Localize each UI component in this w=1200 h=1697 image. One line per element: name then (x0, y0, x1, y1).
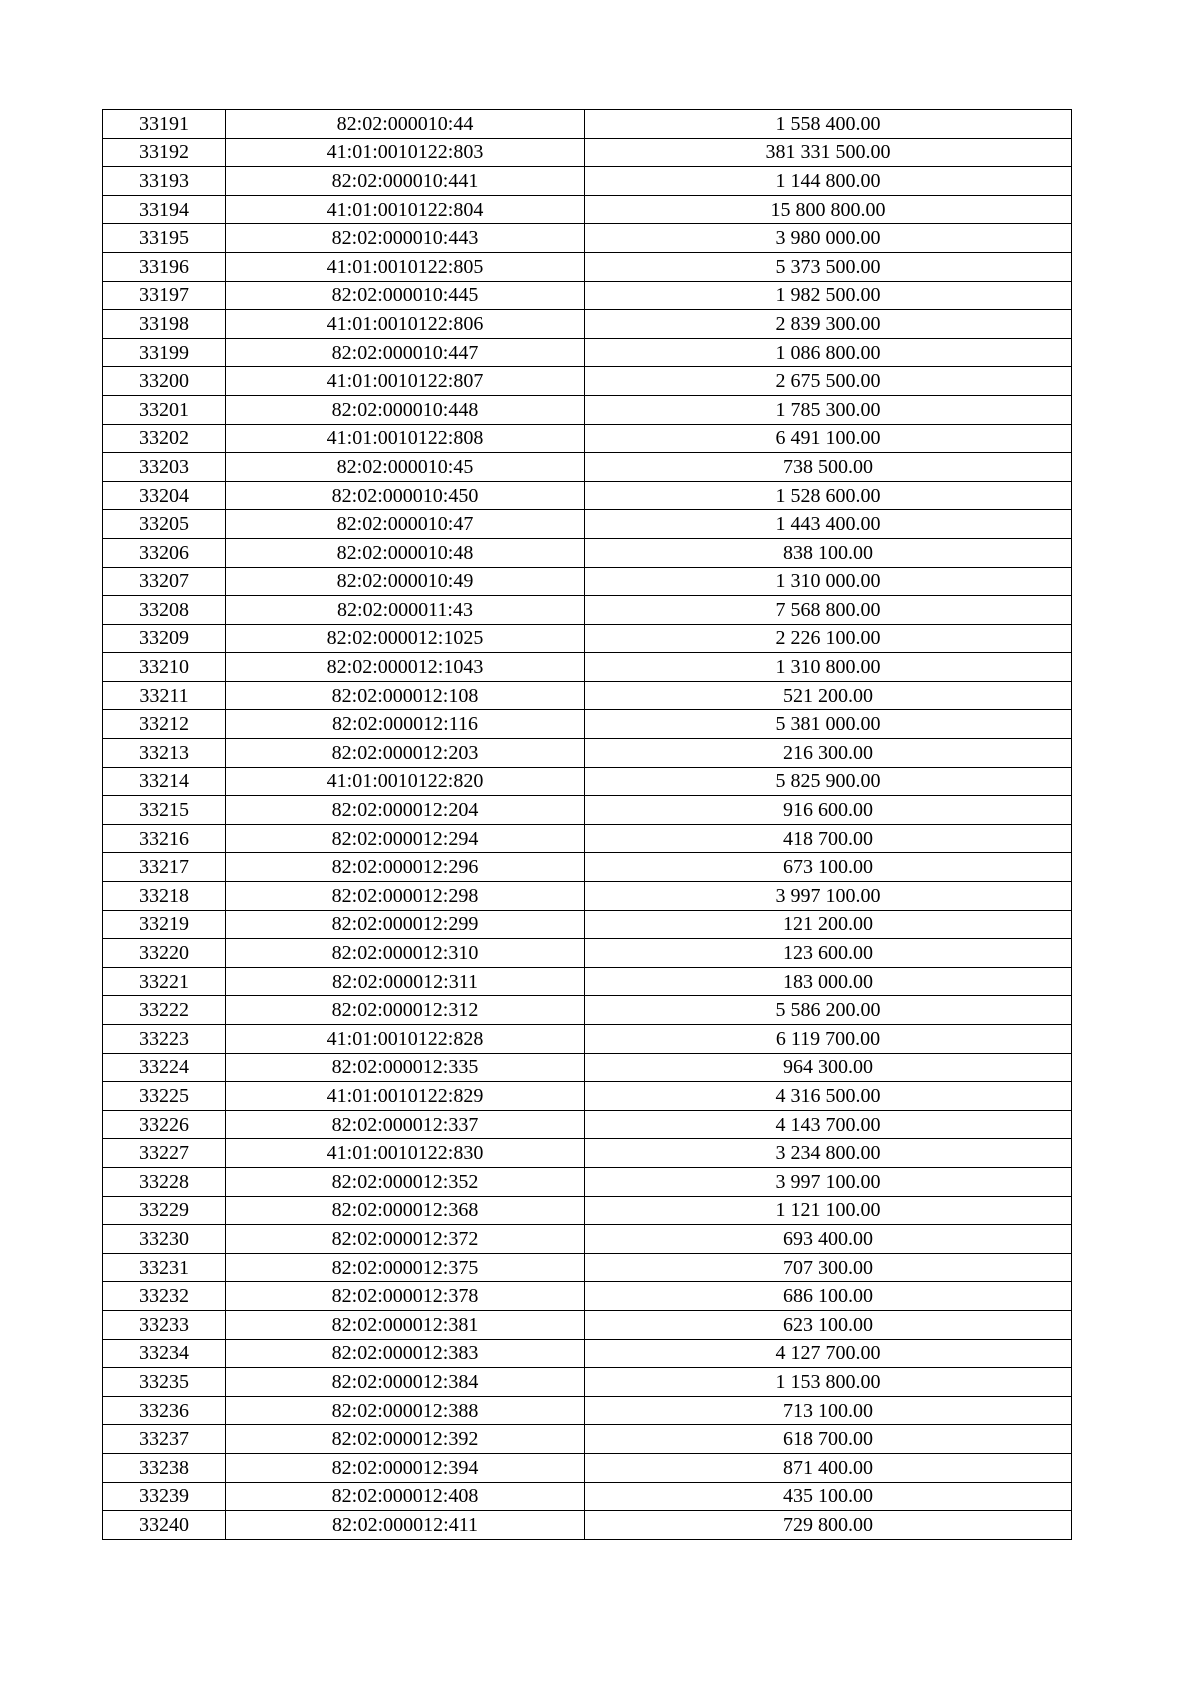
table-row (103, 567, 1072, 596)
cadastral-number-cell: 41:01:0010122:805 (226, 252, 585, 281)
table-row (103, 796, 1072, 825)
cadastral-number-cell: 82:02:000012:388 (226, 1396, 585, 1425)
row-number-cell: 33207 (103, 567, 226, 596)
cadastral-number-cell: 82:02:000010:447 (226, 338, 585, 367)
row-number-cell: 33191 (103, 110, 226, 139)
row-number-cell: 33201 (103, 395, 226, 424)
value-cell: 838 100.00 (585, 538, 1072, 567)
table-row (103, 110, 1072, 139)
table-row (103, 510, 1072, 539)
row-number-cell: 33240 (103, 1511, 226, 1540)
cadastral-number-cell: 82:02:000010:48 (226, 538, 585, 567)
cadastral-number-cell: 82:02:000010:47 (226, 510, 585, 539)
row-number-cell: 33234 (103, 1339, 226, 1368)
value-cell: 418 700.00 (585, 824, 1072, 853)
cadastral-number-cell: 82:02:000012:294 (226, 824, 585, 853)
value-cell: 916 600.00 (585, 796, 1072, 825)
row-number-cell: 33211 (103, 681, 226, 710)
row-number-cell: 33197 (103, 281, 226, 310)
table-row (103, 767, 1072, 796)
table-row (103, 1482, 1072, 1511)
value-cell: 1 310 800.00 (585, 653, 1072, 682)
cadastral-number-cell: 82:02:000010:445 (226, 281, 585, 310)
table-row (103, 939, 1072, 968)
cadastral-number-cell: 82:02:000010:443 (226, 224, 585, 253)
row-number-cell: 33224 (103, 1053, 226, 1082)
table-body (103, 110, 1072, 1540)
table-row (103, 1310, 1072, 1339)
cadastral-number-cell: 82:02:000012:392 (226, 1425, 585, 1454)
table-row (103, 138, 1072, 167)
row-number-cell: 33221 (103, 967, 226, 996)
value-cell: 3 980 000.00 (585, 224, 1072, 253)
row-number-cell: 33230 (103, 1225, 226, 1254)
row-number-cell: 33232 (103, 1282, 226, 1311)
cadastral-number-cell: 41:01:0010122:830 (226, 1139, 585, 1168)
value-cell: 707 300.00 (585, 1253, 1072, 1282)
table-row (103, 167, 1072, 196)
cadastral-number-cell: 41:01:0010122:807 (226, 367, 585, 396)
value-cell: 618 700.00 (585, 1425, 1072, 1454)
value-cell: 964 300.00 (585, 1053, 1072, 1082)
value-cell: 1 528 600.00 (585, 481, 1072, 510)
value-cell: 2 226 100.00 (585, 624, 1072, 653)
value-cell: 686 100.00 (585, 1282, 1072, 1311)
table-row (103, 1253, 1072, 1282)
row-number-cell: 33195 (103, 224, 226, 253)
cadastral-number-cell: 82:02:000012:378 (226, 1282, 585, 1311)
value-cell: 3 997 100.00 (585, 882, 1072, 911)
value-cell: 1 153 800.00 (585, 1368, 1072, 1397)
value-cell: 4 143 700.00 (585, 1110, 1072, 1139)
value-cell: 2 839 300.00 (585, 310, 1072, 339)
row-number-cell: 33203 (103, 453, 226, 482)
row-number-cell: 33210 (103, 653, 226, 682)
value-cell: 1 558 400.00 (585, 110, 1072, 139)
value-cell: 4 127 700.00 (585, 1339, 1072, 1368)
table-row (103, 1225, 1072, 1254)
row-number-cell: 33196 (103, 252, 226, 281)
row-number-cell: 33220 (103, 939, 226, 968)
row-number-cell: 33225 (103, 1082, 226, 1111)
table-row (103, 596, 1072, 625)
table-row (103, 1139, 1072, 1168)
value-cell: 693 400.00 (585, 1225, 1072, 1254)
cadastral-number-cell: 41:01:0010122:808 (226, 424, 585, 453)
value-cell: 4 316 500.00 (585, 1082, 1072, 1111)
cadastral-number-cell: 82:02:000012:383 (226, 1339, 585, 1368)
row-number-cell: 33227 (103, 1139, 226, 1168)
value-cell: 5 381 000.00 (585, 710, 1072, 739)
cadastral-number-cell: 82:02:000012:203 (226, 739, 585, 768)
table-row (103, 1196, 1072, 1225)
cadastral-number-cell: 82:02:000012:384 (226, 1368, 585, 1397)
value-cell: 216 300.00 (585, 739, 1072, 768)
value-cell: 871 400.00 (585, 1453, 1072, 1482)
cadastral-number-cell: 82:02:000012:299 (226, 910, 585, 939)
row-number-cell: 33199 (103, 338, 226, 367)
value-cell: 5 373 500.00 (585, 252, 1072, 281)
cadastral-number-cell: 82:02:000010:441 (226, 167, 585, 196)
row-number-cell: 33200 (103, 367, 226, 396)
table-row (103, 395, 1072, 424)
value-cell: 121 200.00 (585, 910, 1072, 939)
cadastral-number-cell: 82:02:000012:408 (226, 1482, 585, 1511)
row-number-cell: 33206 (103, 538, 226, 567)
table-row (103, 424, 1072, 453)
table-row (103, 1167, 1072, 1196)
table-row (103, 538, 1072, 567)
row-number-cell: 33238 (103, 1453, 226, 1482)
row-number-cell: 33239 (103, 1482, 226, 1511)
cadastral-number-cell: 82:02:000012:312 (226, 996, 585, 1025)
row-number-cell: 33218 (103, 882, 226, 911)
table-row (103, 1053, 1072, 1082)
row-number-cell: 33217 (103, 853, 226, 882)
table-row (103, 252, 1072, 281)
row-number-cell: 33229 (103, 1196, 226, 1225)
row-number-cell: 33223 (103, 1025, 226, 1054)
cadastral-number-cell: 82:02:000012:368 (226, 1196, 585, 1225)
table-row (103, 1110, 1072, 1139)
table-row (103, 281, 1072, 310)
cadastral-number-cell: 41:01:0010122:803 (226, 138, 585, 167)
row-number-cell: 33205 (103, 510, 226, 539)
table-row (103, 195, 1072, 224)
cadastral-number-cell: 82:02:000012:204 (226, 796, 585, 825)
table-row (103, 338, 1072, 367)
row-number-cell: 33233 (103, 1310, 226, 1339)
value-cell: 1 443 400.00 (585, 510, 1072, 539)
cadastral-number-cell: 41:01:0010122:820 (226, 767, 585, 796)
table-row (103, 967, 1072, 996)
table-row (103, 624, 1072, 653)
row-number-cell: 33228 (103, 1167, 226, 1196)
cadastral-number-cell: 82:02:000012:1043 (226, 653, 585, 682)
cadastral-number-cell: 41:01:0010122:806 (226, 310, 585, 339)
cadastral-number-cell: 82:02:000012:411 (226, 1511, 585, 1540)
row-number-cell: 33214 (103, 767, 226, 796)
value-cell: 3 234 800.00 (585, 1139, 1072, 1168)
table-row (103, 996, 1072, 1025)
value-cell: 1 144 800.00 (585, 167, 1072, 196)
cadastral-number-cell: 82:02:000010:45 (226, 453, 585, 482)
table-row (103, 1396, 1072, 1425)
cadastral-number-cell: 82:02:000012:375 (226, 1253, 585, 1282)
row-number-cell: 33204 (103, 481, 226, 510)
row-number-cell: 33208 (103, 596, 226, 625)
value-cell: 713 100.00 (585, 1396, 1072, 1425)
row-number-cell: 33216 (103, 824, 226, 853)
table-row (103, 1368, 1072, 1397)
value-cell: 2 675 500.00 (585, 367, 1072, 396)
table-row (103, 1453, 1072, 1482)
value-cell: 1 310 000.00 (585, 567, 1072, 596)
cadastral-value-table (102, 109, 1072, 1540)
value-cell: 6 491 100.00 (585, 424, 1072, 453)
cadastral-number-cell: 82:02:000010:450 (226, 481, 585, 510)
row-number-cell: 33215 (103, 796, 226, 825)
cadastral-number-cell: 82:02:000012:310 (226, 939, 585, 968)
cadastral-number-cell: 82:02:000012:296 (226, 853, 585, 882)
row-number-cell: 33209 (103, 624, 226, 653)
value-cell: 521 200.00 (585, 681, 1072, 710)
value-cell: 1 086 800.00 (585, 338, 1072, 367)
value-cell: 1 982 500.00 (585, 281, 1072, 310)
value-cell: 123 600.00 (585, 939, 1072, 968)
table-row (103, 453, 1072, 482)
row-number-cell: 33226 (103, 1110, 226, 1139)
value-cell: 183 000.00 (585, 967, 1072, 996)
cadastral-number-cell: 82:02:000011:43 (226, 596, 585, 625)
value-cell: 1 121 100.00 (585, 1196, 1072, 1225)
table-row (103, 1511, 1072, 1540)
table-row (103, 1082, 1072, 1111)
row-number-cell: 33192 (103, 138, 226, 167)
row-number-cell: 33237 (103, 1425, 226, 1454)
cadastral-number-cell: 82:02:000012:1025 (226, 624, 585, 653)
cadastral-number-cell: 82:02:000012:394 (226, 1453, 585, 1482)
value-cell: 5 825 900.00 (585, 767, 1072, 796)
value-cell: 7 568 800.00 (585, 596, 1072, 625)
table-row (103, 710, 1072, 739)
cadastral-number-cell: 41:01:0010122:828 (226, 1025, 585, 1054)
table-row (103, 910, 1072, 939)
value-cell: 1 785 300.00 (585, 395, 1072, 424)
row-number-cell: 33193 (103, 167, 226, 196)
table-row (103, 1339, 1072, 1368)
cadastral-number-cell: 82:02:000010:44 (226, 110, 585, 139)
cadastral-number-cell: 82:02:000012:116 (226, 710, 585, 739)
cadastral-number-cell: 82:02:000012:298 (226, 882, 585, 911)
table-row (103, 1425, 1072, 1454)
value-cell: 381 331 500.00 (585, 138, 1072, 167)
value-cell: 623 100.00 (585, 1310, 1072, 1339)
table-row (103, 853, 1072, 882)
row-number-cell: 33231 (103, 1253, 226, 1282)
value-cell: 3 997 100.00 (585, 1167, 1072, 1196)
table-row (103, 653, 1072, 682)
table-row (103, 367, 1072, 396)
table-row (103, 1025, 1072, 1054)
cadastral-number-cell: 41:01:0010122:829 (226, 1082, 585, 1111)
cadastral-number-cell: 82:02:000012:108 (226, 681, 585, 710)
value-cell: 738 500.00 (585, 453, 1072, 482)
value-cell: 729 800.00 (585, 1511, 1072, 1540)
cadastral-number-cell: 82:02:000012:335 (226, 1053, 585, 1082)
row-number-cell: 33202 (103, 424, 226, 453)
cadastral-number-cell: 82:02:000012:372 (226, 1225, 585, 1254)
value-cell: 15 800 800.00 (585, 195, 1072, 224)
cadastral-number-cell: 82:02:000012:311 (226, 967, 585, 996)
row-number-cell: 33213 (103, 739, 226, 768)
cadastral-number-cell: 82:02:000010:49 (226, 567, 585, 596)
row-number-cell: 33236 (103, 1396, 226, 1425)
cadastral-number-cell: 82:02:000012:381 (226, 1310, 585, 1339)
cadastral-number-cell: 82:02:000012:337 (226, 1110, 585, 1139)
value-cell: 673 100.00 (585, 853, 1072, 882)
table-row (103, 1282, 1072, 1311)
cadastral-number-cell: 82:02:000010:448 (226, 395, 585, 424)
row-number-cell: 33219 (103, 910, 226, 939)
value-cell: 5 586 200.00 (585, 996, 1072, 1025)
row-number-cell: 33222 (103, 996, 226, 1025)
value-cell: 435 100.00 (585, 1482, 1072, 1511)
cadastral-number-cell: 82:02:000012:352 (226, 1167, 585, 1196)
row-number-cell: 33235 (103, 1368, 226, 1397)
table-row (103, 681, 1072, 710)
table-row (103, 310, 1072, 339)
row-number-cell: 33194 (103, 195, 226, 224)
table-row (103, 882, 1072, 911)
table-row (103, 739, 1072, 768)
cadastral-number-cell: 41:01:0010122:804 (226, 195, 585, 224)
table-row (103, 481, 1072, 510)
row-number-cell: 33212 (103, 710, 226, 739)
table-row (103, 824, 1072, 853)
table-row (103, 224, 1072, 253)
row-number-cell: 33198 (103, 310, 226, 339)
value-cell: 6 119 700.00 (585, 1025, 1072, 1054)
